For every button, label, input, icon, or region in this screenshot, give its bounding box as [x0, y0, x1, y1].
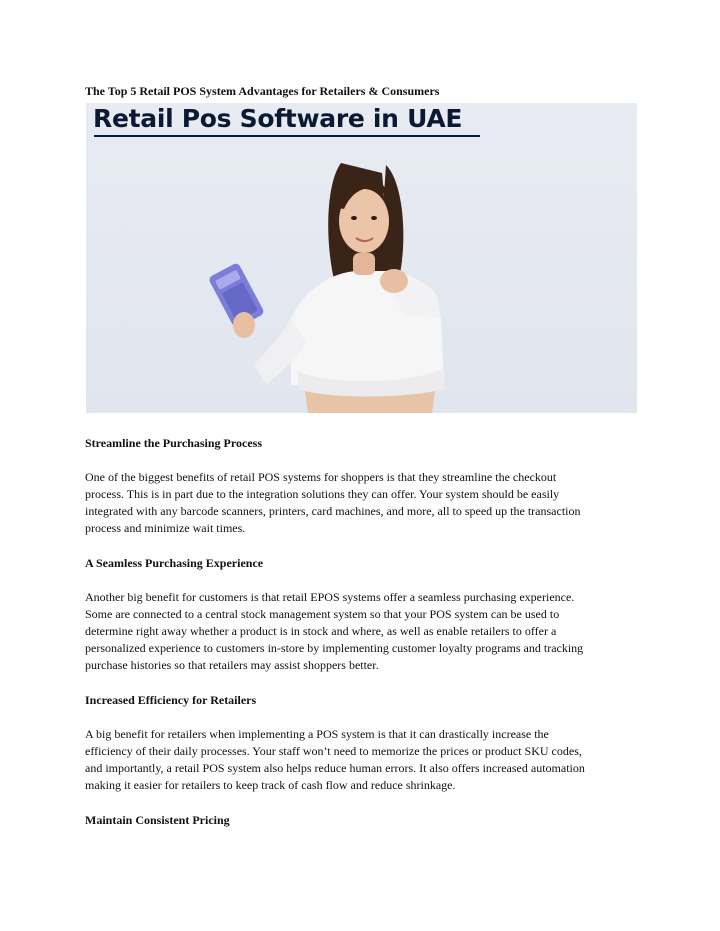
- paragraph-line: Some are connected to a central stock management system so that your POS system can be used to: [85, 607, 560, 621]
- paragraph-line: and importantly, a retail POS system also helps reduce human errors. It also offers increased automation: [85, 761, 585, 775]
- paragraph-line: determine right away whether a product is in stock and where, as well as enable retailers to offer a: [85, 624, 557, 638]
- paragraph-line: process. This is in part due to the integration solutions they can offer. Your system should be easily: [85, 487, 560, 501]
- hero-heading-underline: [94, 135, 480, 137]
- hero-heading: Retail Pos Software in UAE: [93, 104, 463, 133]
- hero-image: [86, 103, 637, 413]
- section-heading-streamline: Streamline the Purchasing Process: [85, 436, 262, 450]
- woman-with-calculator-pointing-icon: [86, 103, 637, 413]
- paragraph-line: making it easier for retailers to keep track of cash flow and reduce shrinkage.: [85, 778, 456, 792]
- paragraph-line: A big benefit for retailers when implementing a POS system is that it can drastically increase the: [85, 727, 549, 741]
- section-heading-efficiency: Increased Efficiency for Retailers: [85, 693, 257, 707]
- section-paragraph-seamless: [85, 589, 645, 674]
- section-paragraph-streamline: [85, 469, 645, 537]
- document-title: The Top 5 Retail POS System Advantages for Retailers & Consumers: [85, 84, 440, 98]
- paragraph-line: process and minimize wait times.: [85, 521, 246, 535]
- paragraph-line: integrated with any barcode scanners, printers, card machines, and more, all to speed up the transaction: [85, 504, 581, 518]
- paragraph-line: One of the biggest benefits of retail POS systems for shoppers is that they streamline the checkout: [85, 470, 557, 484]
- paragraph-line: purchase histories so that retailers may assist shoppers better.: [85, 658, 379, 672]
- section-heading-pricing: Maintain Consistent Pricing: [85, 813, 230, 827]
- section-paragraph-efficiency: [85, 726, 645, 794]
- paragraph-line: efficiency of their daily processes. Your staff won’t need to memorize the prices or product SKU codes,: [85, 744, 582, 758]
- paragraph-line: Another big benefit for customers is that retail EPOS systems offer a seamless purchasing experience.: [85, 590, 575, 604]
- paragraph-line: personalized experience to customers in-store by implementing customer loyalty programs and tracking: [85, 641, 584, 655]
- section-heading-seamless: A Seamless Purchasing Experience: [85, 556, 264, 570]
